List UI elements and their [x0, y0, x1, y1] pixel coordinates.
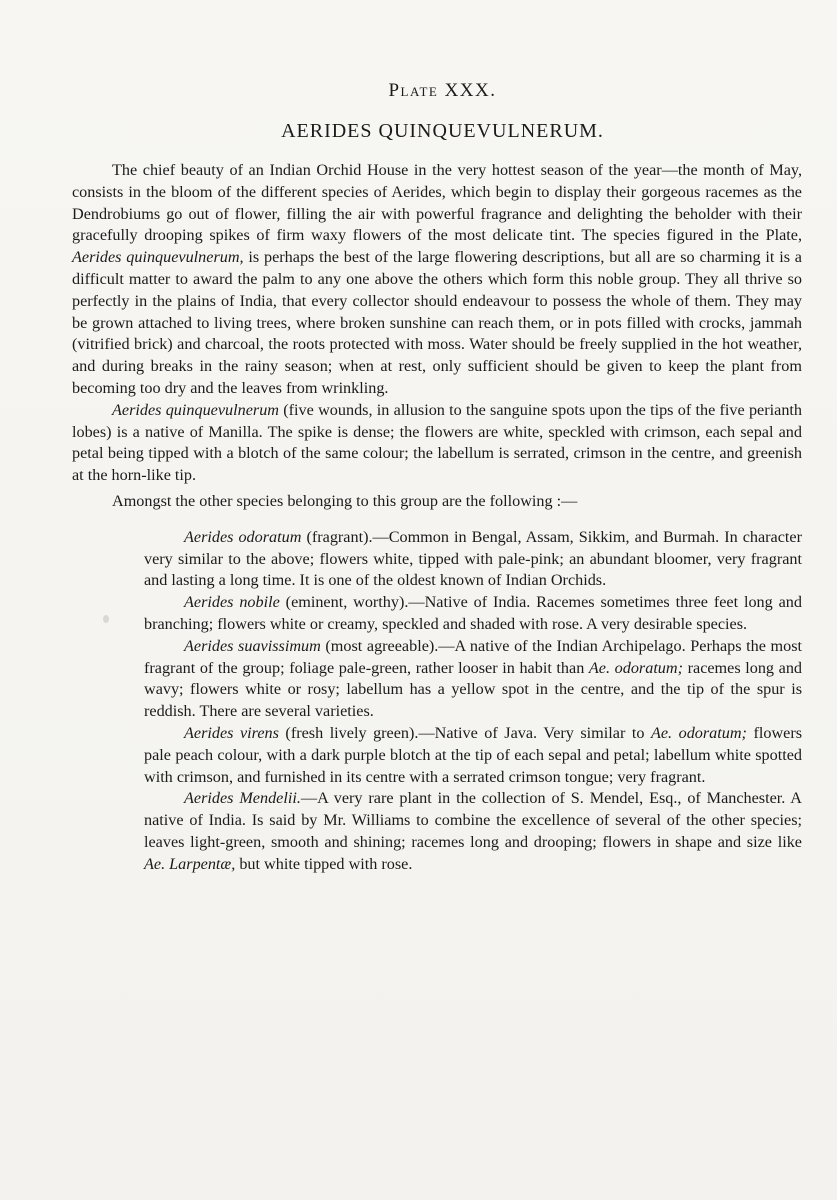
species-name: Aerides odoratum — [184, 527, 302, 546]
species-name-italic: Aerides quinquevulnerum, — [72, 248, 244, 267]
species-name: Aerides Mendelii. — [184, 789, 301, 808]
species-name: Aerides nobile — [184, 593, 280, 612]
species-reference: Ae. Larpentæ, — [144, 854, 236, 873]
species-entry — [72, 788, 802, 875]
paper-speck — [103, 615, 109, 623]
species-text-rest: but white tipped with rose. — [235, 854, 413, 873]
species-name-italic: Aerides quinquevulnerum — [112, 400, 280, 419]
plate-label: Plate XXX. — [388, 80, 497, 101]
species-entry — [72, 527, 802, 592]
species-reference: Ae. odoratum; — [650, 723, 747, 742]
species-reference: Ae. odoratum; — [588, 658, 683, 677]
species-list — [72, 527, 802, 876]
species-text-rest: flowers pale peach colour, with a dark purple blotch at the tip of each sepal and petal; labellum white spotted with crimson, and furnished in its centre with a serrated crimson tongue; very fragrant. — [144, 723, 803, 786]
species-name: Aerides suavissimum — [184, 636, 321, 655]
page-title: AERIDES QUINQUEVULNERUM. — [281, 120, 604, 142]
description-paragraph — [72, 400, 802, 487]
description-text: (five wounds, in allusion to the sanguine spots upon the tips of the five perianth lobes) is a native of Manilla. The spike is dense; the flowers are white, speckled with crimson, each sepal and petal being tipped with a blotch of the same colour; the labellum is serrated, crimson in the centre, and greenish at the horn-like tip. — [72, 400, 802, 485]
species-entry — [72, 592, 802, 636]
species-name: Aerides virens — [184, 723, 279, 742]
body-text — [72, 160, 802, 876]
species-text: (eminent, worthy).—Native of India. Racemes sometimes three feet long and branching; flowers white or creamy, speckled and shaded with rose. A very desirable species. — [144, 593, 802, 633]
species-text-rest: racemes long and wavy; flowers white or rosy; labellum has a yellow spot in the centre, and the tip of the spur is reddish. There are several varieties. — [144, 658, 803, 721]
species-entry — [72, 723, 802, 788]
species-text: (most agreeable).—A native of the Indian Archipelago. Perhaps the most fragrant of the group; foliage pale-green, rather looser in habit than — [144, 636, 803, 677]
species-text: (fragrant).—Common in Bengal, Assam, Sikkim, and Burmah. In character very similar to the above; flowers white, tipped with pale-pink; an abundant bloomer, very fragrant and lasting a long time. It is one of the oldest known of Indian Orchids. — [144, 527, 803, 590]
species-entry — [72, 636, 802, 723]
species-text: —A very rare plant in the collection of S. Mendel, Esq., of Manchester. A native of India. Is said by Mr. Williams to combine the excellence of several of the other species; leaves light-green, smooth and shining; racemes long and drooping; flowers in shape and size like — [144, 789, 802, 851]
intro-paragraph — [72, 160, 802, 400]
species-text: (fresh lively green).—Native of Java. Very similar to — [278, 723, 651, 742]
intro-text: The chief beauty of an Indian Orchid House in the very hottest season of the year—the month of May, consists in the bloom of the different species of Aerides, which begin to display their gorgeous racemes as the Dendrobiums go out of flower, filling the air with powerful fragrance and delighting the beholder with their gracefully drooping spikes of firm waxy flowers of the most delicate tint. The species figured in the Plate, — [72, 161, 802, 245]
list-lead-paragraph: Amongst the other species belonging to this group are the following :— — [112, 491, 578, 510]
intro-text-rest: is perhaps the best of the large flowering descriptions, but all are so charming it is a difficult matter to award the palm to any one above the others which form this noble group. They all thrive so perfectly in the plains of India, that every collector should endeavour to possess the whole of them. They may be grown attached to living trees, where broken sunshine can reach them, or in pots filled with crocks, jammah (vitrified brick) and charcoal, the roots protected with moss. Water should be freely supplied in the hot weather, and during breaks in the rainy season; when at rest, only sufficient should be given to keep the plant from becoming too dry and the leaves from wrinkling. — [72, 248, 802, 397]
